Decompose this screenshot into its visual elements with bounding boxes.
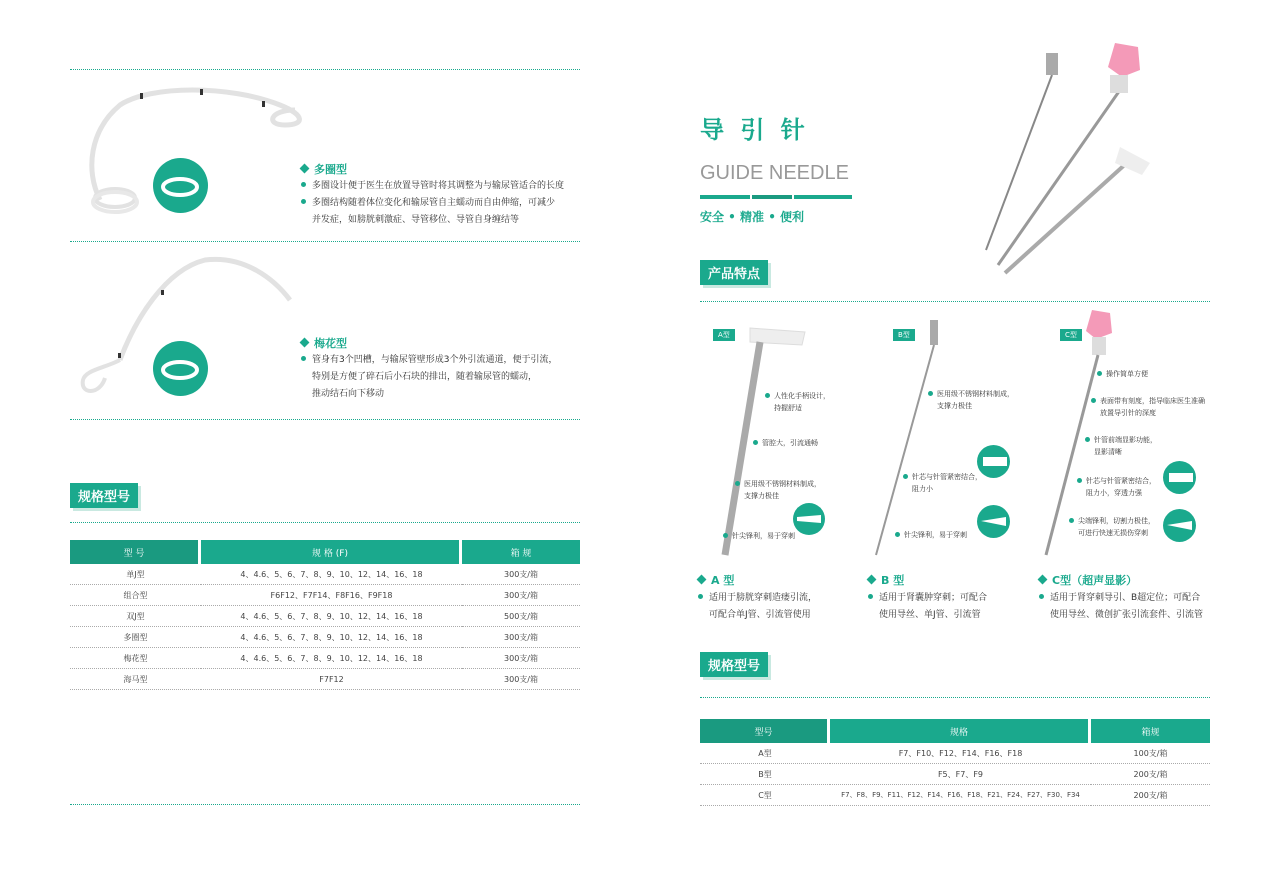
divider [700,697,1210,698]
table-row [70,606,580,627]
cell-spec: F7、F10、F12、F14、F16、F18 [830,743,1091,764]
cell-box: 500支/箱 [462,606,580,627]
cell-spec: F5、F7、F9 [830,764,1091,785]
cell-box: 100支/箱 [1091,743,1210,764]
plum-line-1: 管身有3个凹槽，与输尿管壁形成3个外引流通道，便于引流， [301,352,557,369]
header-box: 箱规 [1091,719,1210,743]
cell-model: C型 [700,785,830,806]
multi-loop-detail-circle [153,158,208,213]
cell-box: 200支/箱 [1091,764,1210,785]
page-subtitle-en: GUIDE NEEDLE [700,162,849,184]
type-b-tip-circle [977,505,1010,538]
type-a-label-4: 针尖锋利，易于穿刺 [723,530,795,542]
cell-box: 300支/箱 [462,585,580,606]
cell-box: 300支/箱 [462,669,580,690]
cell-model: 单J型 [70,564,201,585]
divider [70,69,580,70]
cell-spec: F7F12 [201,669,462,690]
type-c-desc-1: 适用于肾穿刺导引、B超定位；可配合 [1039,590,1200,607]
type-c-tip-circle [1163,509,1196,542]
type-b-title: B 型 [868,572,904,588]
type-c-label-5: 尖端锋利，切割力极佳， 可进行快速无损伤穿刺 [1069,515,1155,539]
type-b-detail-circle [977,445,1010,478]
divider [70,241,580,242]
type-c-tag: C型 [1060,329,1082,341]
right-spec-table [700,719,1210,806]
cell-spec: 4、4.6、5、6、7、8、9、10、12、14、16、18 [201,627,462,648]
type-b-desc-2: 使用导丝、单J管、引流管 [879,610,981,620]
cell-spec: F7、F8、F9、F11、F12、F14、F16、F18、F21、F24、F27、F30、F34 [830,785,1091,806]
multi-loop-title: 多圈型 [301,161,347,177]
title-bar [752,195,792,199]
left-spec-table [70,540,580,690]
type-a-label-2: 管腔大，引流通畅 [753,437,818,449]
cell-model: A型 [700,743,830,764]
header-model: 型 号 [70,540,201,564]
type-b-tag: B型 [893,329,915,341]
cell-model: 组合型 [70,585,201,606]
slogan: 安全 • 精准 • 便利 [700,210,805,224]
header-spec: 规 格 (F) [201,540,462,564]
type-a-tag: A型 [713,329,735,341]
cell-model: 梅花型 [70,648,201,669]
divider [70,522,580,523]
table-row [70,585,580,606]
cell-model: 多圈型 [70,627,201,648]
type-c-label-2: 表面带有刻度，指导临床医生准确 放置导引针的深度 [1091,395,1205,419]
table-row [700,743,1210,764]
header-box: 箱 规 [462,540,580,564]
divider [700,301,1210,302]
table-row [70,627,580,648]
type-c-label-3: 针管前端显影功能， 显影清晰 [1085,434,1157,458]
cell-model: 海马型 [70,669,201,690]
type-a-label-1: 人性化手柄设计， 持握舒适 [765,390,830,414]
type-c-desc-2: 使用导丝、微创扩张引流套件、引流管 [1050,610,1204,620]
type-c-detail-circle [1163,461,1196,494]
features-tag: 产品特点 [700,260,768,285]
multi-loop-line-3: 并发症，如膀胱刺激症、导管移位、导管自身缠结等 [312,215,520,225]
cell-box: 300支/箱 [462,564,580,585]
page-title: 导 引 针 [700,116,809,144]
plum-line-2: 特别是方便了碎石后小石块的排出，随着输尿管的蠕动， [312,372,538,382]
type-c-label-4: 针芯与针管紧密结合， 阻力小，穿透力强 [1077,475,1156,499]
type-a-title: A 型 [698,572,734,588]
type-a-desc-2: 可配合单J管、引流管使用 [709,610,811,620]
table-row [700,764,1210,785]
type-a-desc-1: 适用于膀胱穿刺造瘘引流， [698,590,817,607]
left-spec-tag: 规格型号 [70,483,138,508]
guide-needle-hero-image [970,35,1190,280]
header-model: 型号 [700,719,830,743]
type-a-label-3: 医用级不锈钢材料制成， 支撑力极佳 [735,478,821,502]
type-b-label-3: 针尖锋利，易于穿刺 [895,529,967,541]
table-row [70,648,580,669]
type-c-label-1: 操作简单方便 [1097,368,1148,380]
cell-spec: 4、4.6、5、6、7、8、9、10、12、14、16、18 [201,606,462,627]
multi-loop-line-1: 多圈设计便于医生在放置导管时将其调整为与输尿管适合的长度 [301,178,564,195]
table-row [70,669,580,690]
type-b-desc-1: 适用于肾囊肿穿刺；可配合 [868,590,987,607]
type-b-label-1: 医用级不锈钢材料制成， 支撑力极佳 [928,388,1014,412]
divider [70,419,580,420]
divider [70,804,580,805]
type-b-label-2: 针芯与针管紧密结合， 阻力小 [903,471,982,495]
cell-model: 双J型 [70,606,201,627]
multi-loop-line-2: 多圈结构随着体位变化和输尿管自主蠕动而自由伸缩，可减少 [301,195,555,212]
plum-line-3: 推动结石向下移动 [312,389,385,399]
type-a-tip-circle [793,503,825,535]
right-spec-tag: 规格型号 [700,652,768,677]
table-row [700,785,1210,806]
plum-title: 梅花型 [301,335,347,351]
plum-detail-circle [153,341,208,396]
cell-box: 300支/箱 [462,648,580,669]
table-row [70,564,580,585]
type-b-needle-image [870,315,950,560]
header-spec: 规格 [830,719,1091,743]
cell-box: 300支/箱 [462,627,580,648]
title-bar [794,195,852,199]
cell-box: 200支/箱 [1091,785,1210,806]
title-bar [700,195,750,199]
cell-spec: 4、4.6、5、6、7、8、9、10、12、14、16、18 [201,564,462,585]
type-c-title: C型（超声显影） [1039,572,1137,588]
cell-spec: F6F12、F7F14、F8F16、F9F18 [201,585,462,606]
cell-model: B型 [700,764,830,785]
cell-spec: 4、4.6、5、6、7、8、9、10、12、14、16、18 [201,648,462,669]
